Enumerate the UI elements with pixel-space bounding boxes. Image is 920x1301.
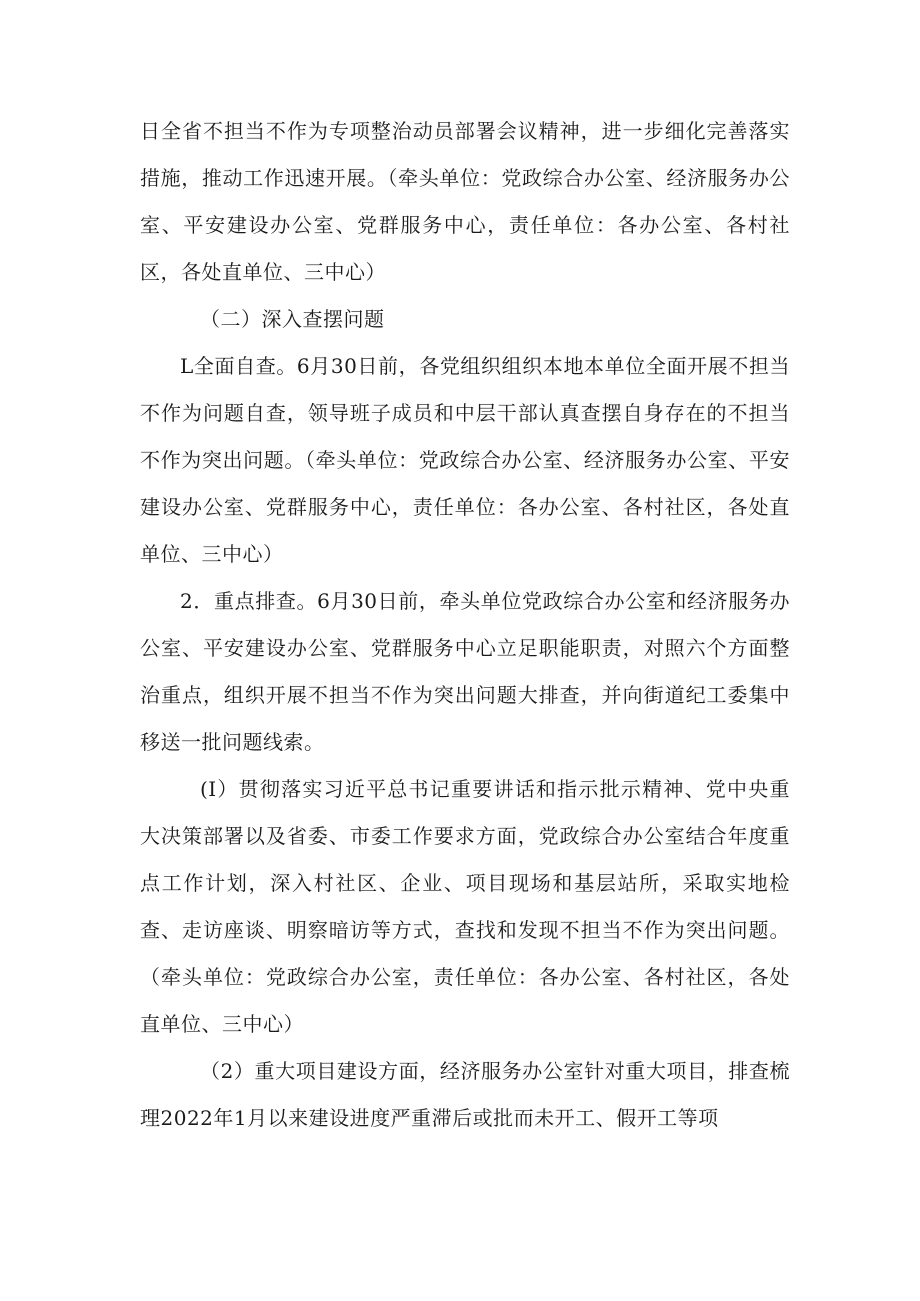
paragraph-self-check: L全面自查。6月30日前，各党组织组织本地本单位全面开展不担当不作为问题自查，领导班子成员和中层干部认真查摆自身存在的不担当不作为突出问题。（牵头单位：党政综合办公室、经济服务办公室、平安建设办公室、党群服务中心，责任单位：各办公室、各村社区，各处直单位、三中心） <box>140 354 790 566</box>
paragraph-item-1: (I）贯彻落实习近平总书记重要讲话和指示批示精神、党中央重大决策部署以及省委、市委工作要求方面，党政综合办公室结合年度重点工作计划，深入村社区、企业、项目现场和基层站所，采取实地检查、走访座谈、明察暗访等方式，查找和发现不担当不作为突出问题。（牵头单位：党政综合办公室，责任单位：各办公室、各村社区，各处直单位、三中心） <box>140 777 790 1036</box>
paragraph-item-2: （2）重大项目建设方面，经济服务办公室针对重大项目，排查梳理2022年1月以来建设进度严重滞后或批而未开工、假开工等项 <box>140 1059 790 1130</box>
section-heading: （二）深入查摆问题 <box>200 307 385 331</box>
document-body <box>140 108 790 1142</box>
paragraph-continuation: 日全省不担当不作为专项整治动员部署会议精神，进一步细化完善落实措施，推动工作迅速开展。（牵头单位：党政综合办公室、经济服务办公室、平安建设办公室、党群服务中心，责任单位：各办公室、各村社区，各处直单位、三中心） <box>140 119 790 284</box>
paragraph-key-investigation: 2．重点排查。6月30日前，牵头单位党政综合办公室和经济服务办公室、平安建设办公室、党群服务中心立足职能职责，对照六个方面整治重点，组织开展不担当不作为突出问题大排查，并向街道纪工委集中移送一批问题线索。 <box>140 589 790 754</box>
